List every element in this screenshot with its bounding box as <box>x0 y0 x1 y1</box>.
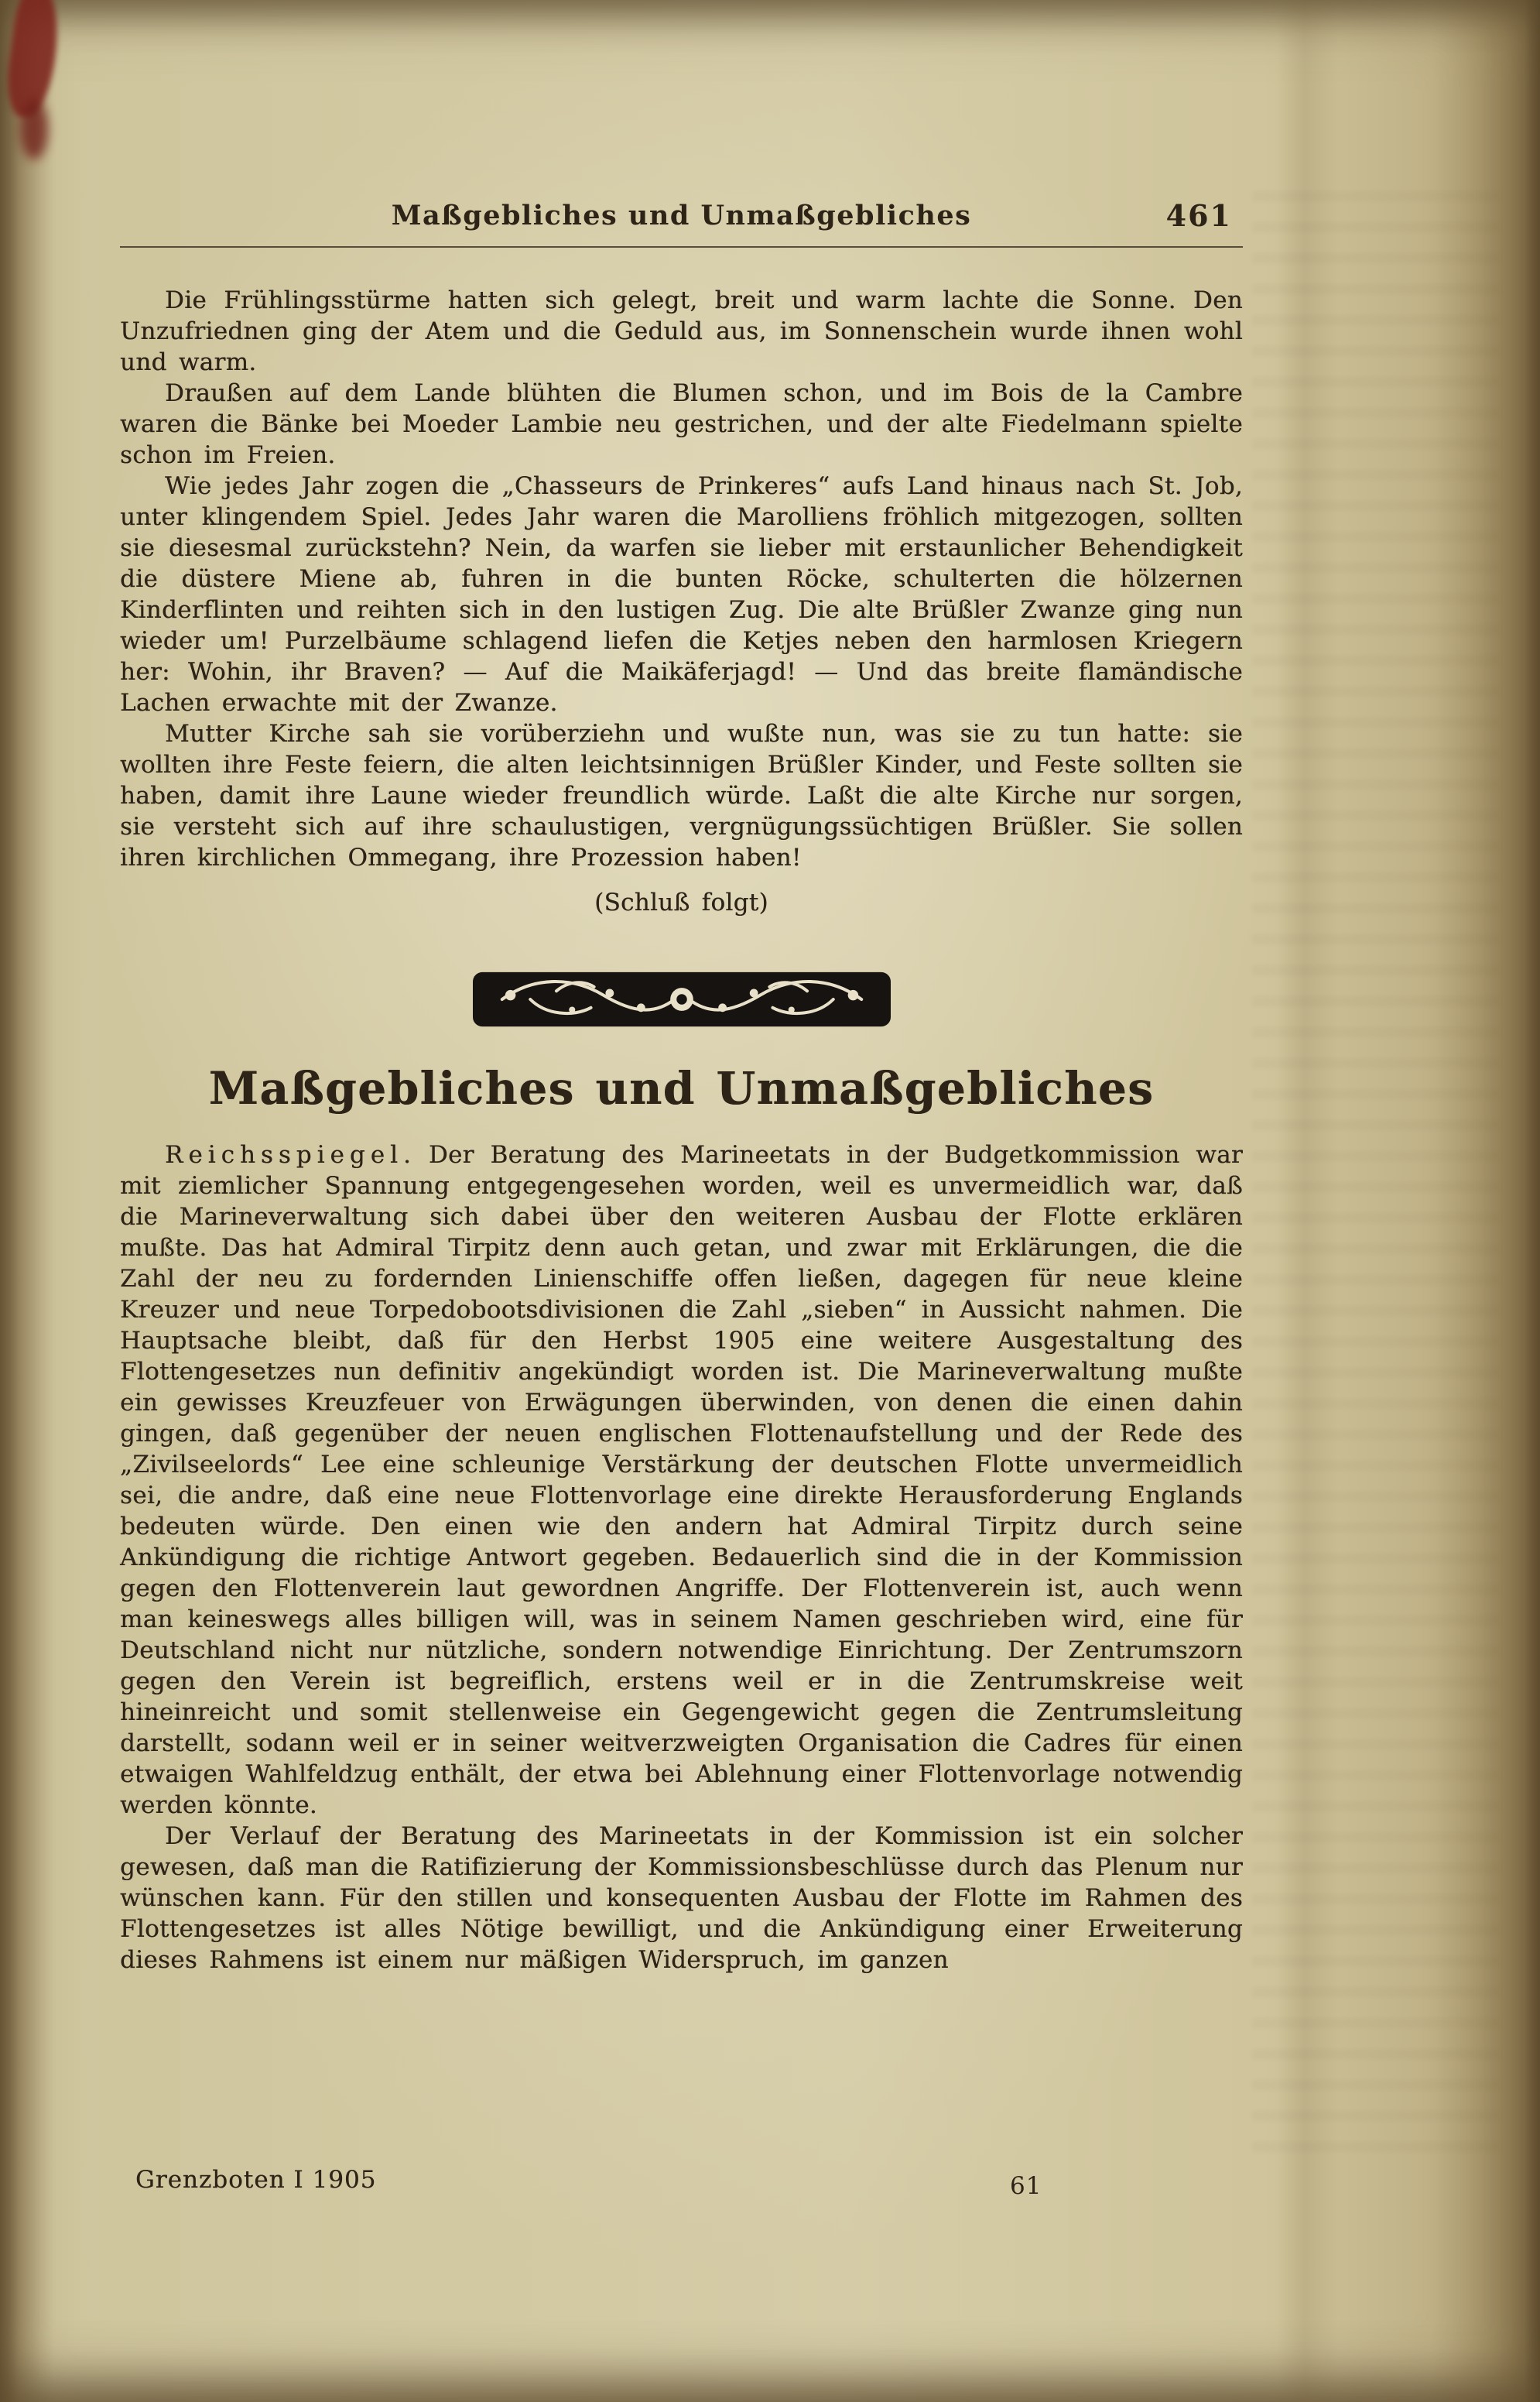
floral-band-ornament-icon <box>473 966 891 1033</box>
story-paragraph-2: Draußen auf dem Lande blühten die Blumen schon, und im Bois de la Cambre waren die Bänke bei Moeder Lambie neu gestrichen, und der alte Fiedelmann spielte schon im Freien. <box>120 379 1243 469</box>
page-header <box>120 200 1243 237</box>
header-rule <box>120 246 1243 248</box>
page-footer <box>120 2166 1243 2212</box>
text-column <box>120 285 1243 1975</box>
bleed-through-ghost <box>1252 170 1500 2152</box>
story-paragraph-1: Die Frühlingsstürme hatten sich gelegt, breit und warm lachte die Sonne. Den Unzufriednen ging der Atem und die Geduld aus, im Sonnenschein wurde ihnen wohl und warm. <box>120 286 1243 376</box>
gutter-shadow <box>1277 0 1339 2402</box>
section-title: Maßgebliches und Unmaßgebliches <box>208 1062 1155 1115</box>
running-title: Maßgebliches und Unmaßgebliches <box>391 200 972 231</box>
section-paragraph-1-text: Der Beratung des Marineetats in der Budgetkommission war mit ziemlicher Spannung entgegengesehen worden, weil es unvermeidlich war, daß die Marineverwaltung sich dabei über den weiteren Ausbau der Flotte erklären mußte. Das hat Admiral Tirpitz denn auch getan, und zwar mit Erklärungen, die die Zahl der neu zu fordernden Linienschiffe offen ließen, dagegen für neue kleine Kreuzer und neue Torpedobootsdivisionen die Zahl „sieben“ in Aussicht nahmen. Die Hauptsache bleibt, daß für den Herbst 1905 eine weitere Ausgestaltung des Flottengesetzes nun definitiv angekündigt worden ist. Die Marineverwaltung mußte ein gewisses Kreuzfeuer von Erwägungen überwinden, von denen die einen dahin gingen, daß gegenüber der neuen englischen Flottenaufstellung und der Rede des „Zivilseelords“ Lee eine schleunige Verstärkung der deutschen Flotte unvermeidlich sei, die andre, daß eine neue Flottenvorlage eine direkte Herausforderung Englands bedeuten würde. Den einen wie den andern hat Admiral Tirpitz durch seine Ankündigung die richtige Antwort gegeben. Bedauerlich sind die in der Kommission gegen den Flottenverein laut gewordnen Angriffe. Der Flottenverein ist, auch wenn man keineswegs alles billigen will, was in seinem Namen geschrieben wird, eine für Deutschland nicht nur nützliche, sondern notwendige Einrichtung. Der Zentrumszorn gegen den Verein ist begreiflich, erstens weil er in die Zentrumskreise weit hineinreicht und somit stellenweise ein Gegengewicht gegen die Zentrumsleitung darstellt, sodann weil er in seiner weitverzweigten Organisation die Cadres für einen etwaigen Wahlfeldzug enthält, der etwa bei Ablehnung einer Flottenvorlage notwendig werden könnte. <box>120 1141 1243 1819</box>
journal-signature: Grenzboten I 1905 <box>135 2166 377 2194</box>
sheet-number: 61 <box>1010 2172 1042 2200</box>
story-paragraph-3: Wie jedes Jahr zogen die „Chasseurs de Prinkeres“ aufs Land hinaus nach St. Job, unter klingendem Spiel. Jedes Jahr waren die Marolliens fröhlich mitgezogen, sollten sie diesesmal zurückstehn? Nein, da warfen sie lieber mit erstaunlicher Behendigkeit die düstere Miene ab, fuhren in die bunten Röcke, schulterten die hölzernen Kinderflinten und reihten sich in den lustigen Zug. Die alte Brüßler Zwanze ging nun wieder um! Purzelbäume schlagend liefen die Ketjes neben den harmlosen Kriegern her: Wohin, ihr Braven? — Auf die Maikäferjagd! — Und das breite flamändische Lachen erwachte mit der Zwanze. <box>120 472 1243 717</box>
page-number: 461 <box>1165 198 1232 233</box>
section-paragraph-2: Der Verlauf der Beratung des Marineetats in der Kommission ist ein solcher gewesen, daß man die Ratifizierung der Kommissionsbeschlüsse durch das Plenum nur wünschen kann. Für den stillen und konsequenten Ausbau der Flotte im Rahmen des Flottengesetzes ist alles Nötige bewilligt, und die Ankündigung einer Erweiterung dieses Rahmens ist einem nur mäßigen Widerspruch, im ganzen <box>120 1822 1243 1974</box>
closing-note: (Schluß folgt) <box>594 889 768 917</box>
story-paragraph-4: Mutter Kirche sah sie vorüberziehn und wußte nun, was sie zu tun hatte: sie wollten ihre Feste feiern, die alten leichtsinnigen Brüßler Kinder, und Feste sollten sie haben, damit ihre Laune wieder freundlich würde. Laßt die alte Kirche nur sorgen, sie versteht sich auf ihre schaulustigen, vergnügungssüchtigen Brüßler. Sie sollen ihren kirchlichen Ommegang, ihre Prozession haben! <box>120 720 1243 872</box>
corner-stain-tail <box>20 99 48 159</box>
section-paragraph-1 <box>120 1139 1243 1821</box>
section-lead-in: Reichsspiegel. <box>165 1141 416 1169</box>
